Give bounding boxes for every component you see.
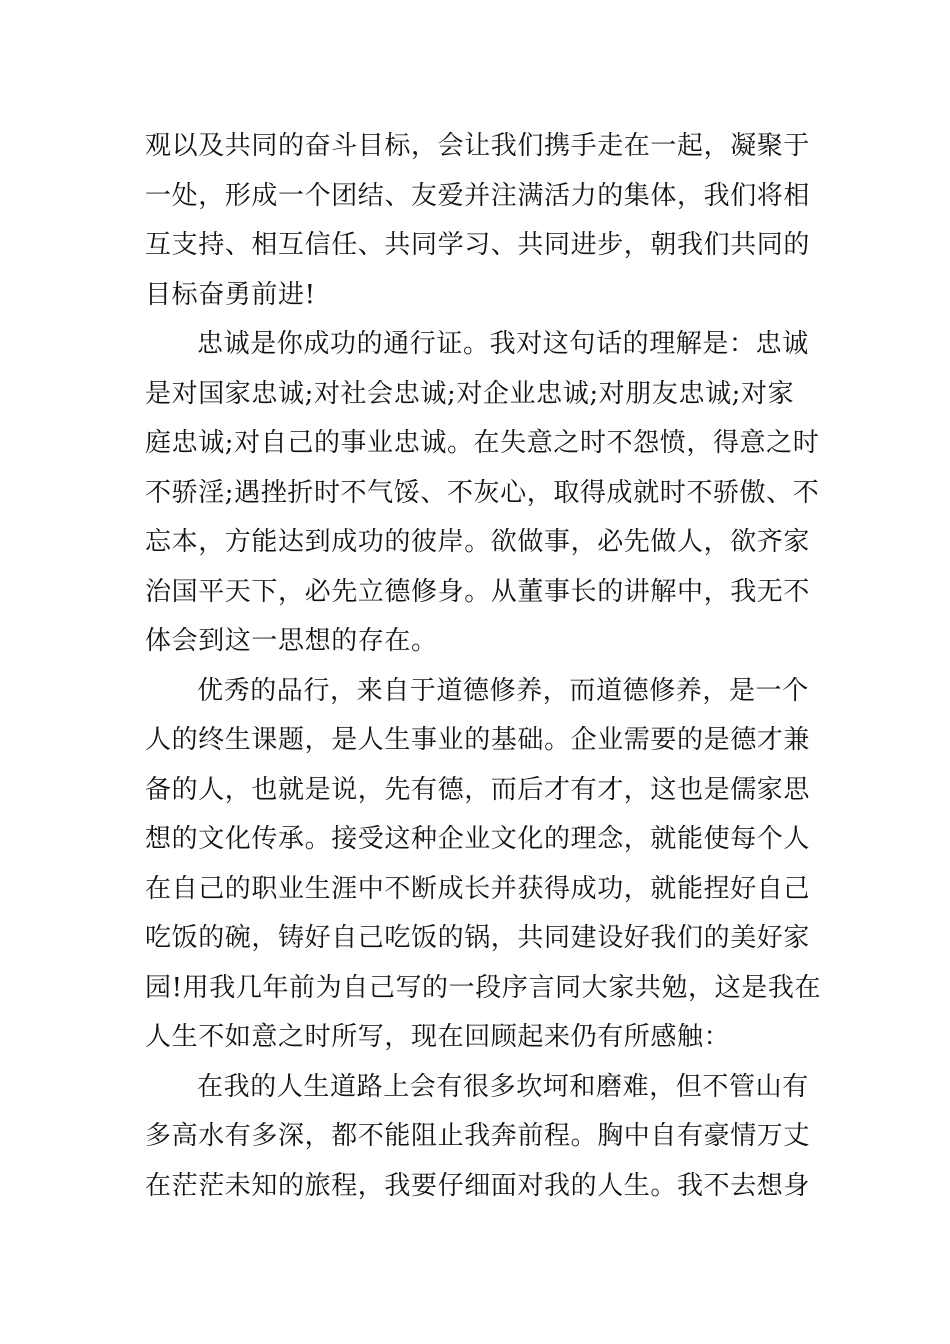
paragraph-4 — [145, 1063, 811, 1212]
text-line: 想的文化传承。接受这种企业文化的理念，就能使每个人 — [145, 824, 811, 854]
text-line: 在茫茫未知的旅程，我要仔细面对我的人生。我不去想身 — [145, 1170, 811, 1201]
text-line: 是对国家忠诚;对社会忠诚;对企业忠诚;对朋友忠诚;对家 — [145, 378, 795, 409]
text-line: 人生不如意之时所写，现在回顾起来仍有所感触： — [145, 1022, 731, 1052]
text-line: 多高水有多深，都不能阻止我奔前程。胸中自有豪情万丈 — [145, 1121, 811, 1151]
text-line: 园!用我几年前为自己写的一段序言同大家共勉，这是我在 — [145, 972, 822, 1003]
text-line: 庭忠诚;对自己的事业忠诚。在失意之时不怨愤，得意之时 — [145, 428, 820, 458]
text-line: 一处，形成一个团结、友爱并注满活力的集体，我们将相 — [145, 180, 811, 211]
text-line: 不骄淫;遇挫折时不气馁、不灰心，取得成就时不骄傲、不 — [145, 477, 820, 508]
text-line: 目标奋勇前进! — [145, 279, 316, 310]
paragraph-3 — [145, 667, 822, 1063]
text-line: 吃饭的碗，铸好自己吃饭的锅，共同建设好我们的美好家 — [145, 923, 811, 953]
text-line: 备的人，也就是说，先有德，而后才有才，这也是儒家思 — [145, 774, 811, 805]
paragraph-2 — [145, 320, 820, 667]
text-line: 治国平天下，必先立德修身。从董事长的讲解中，我无不 — [145, 576, 811, 607]
text-line: 体会到这一思想的存在。 — [145, 626, 438, 656]
paragraph-1 — [145, 122, 811, 320]
text-line: 互支持、相互信任、共同学习、共同进步，朝我们共同的 — [145, 230, 811, 260]
text-line: 人的终生课题，是人生事业的基础。企业需要的是德才兼 — [145, 725, 811, 755]
text-line: 忘本，方能达到成功的彼岸。欲做事，必先做人，欲齐家 — [145, 527, 811, 557]
text-line: 在自己的职业生涯中不断成长并获得成功，就能捏好自己 — [145, 873, 811, 904]
text-line: 在我的人生道路上会有很多坎坷和磨难，但不管山有 — [197, 1071, 809, 1102]
text-line: 优秀的品行，来自于道德修养，而道德修养，是一个 — [197, 675, 809, 706]
document-body — [145, 122, 822, 1211]
text-line: 忠诚是你成功的通行证。我对这句话的理解是：忠诚 — [197, 329, 809, 359]
text-line: 观以及共同的奋斗目标，会让我们携手走在一起，凝聚于 — [145, 131, 811, 161]
